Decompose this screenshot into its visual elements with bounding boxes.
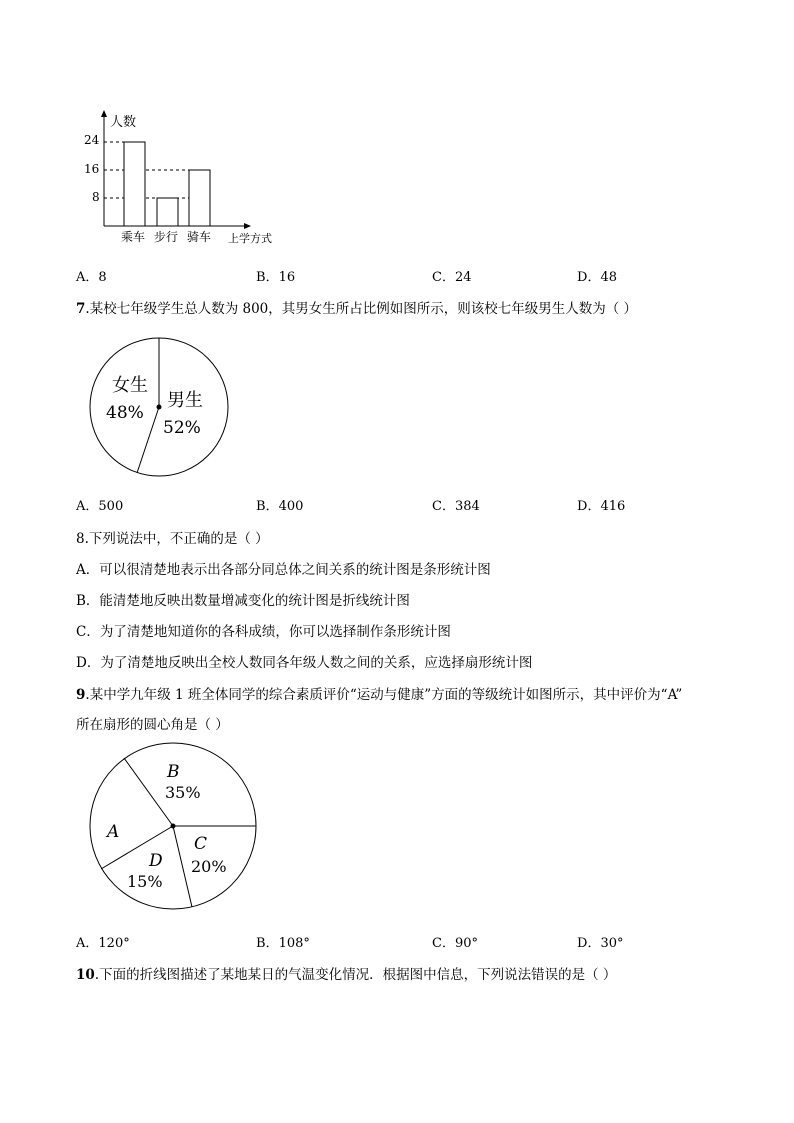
- option-text: 500: [98, 499, 124, 514]
- option-a[interactable]: A．120°: [76, 936, 130, 951]
- option-c[interactable]: C．384: [432, 499, 480, 514]
- pie-center: [171, 824, 176, 829]
- question-text: 下面的折线图描述了某地某日的气温变化情况．根据图中信息，下列说法错误的是（ ）: [99, 967, 617, 983]
- y-tick-label: 16: [84, 162, 100, 176]
- question-9-line2: [76, 716, 229, 734]
- y-axis-label: 人数: [110, 115, 137, 130]
- option-a[interactable]: A．可以很清楚地表示出各部分同总体之间关系的统计图是条形统计图: [76, 562, 491, 578]
- option-text: 90°: [454, 936, 479, 951]
- question-9: 9.某中学九年级 1 班全体同学的综合素质评价“运动与健康”方面的等级统计如图所示，其中评价为“A”: [76, 687, 683, 703]
- x-category-label: 乘车: [121, 230, 146, 244]
- option-b[interactable]: B．能清楚地反映出数量增减变化的统计图是折线统计图: [76, 593, 410, 609]
- option-label: B: [256, 270, 266, 285]
- x-axis-arrow: [244, 223, 251, 229]
- option-a[interactable]: A．8: [76, 270, 107, 285]
- option-b[interactable]: B．16: [256, 270, 296, 285]
- option-c[interactable]: C．24: [432, 270, 472, 285]
- option-d[interactable]: D．30°: [577, 936, 624, 951]
- option-text: 24: [454, 270, 472, 285]
- x-axis-label: 上学方式: [228, 232, 272, 245]
- slice-label-boys: 男生: [167, 390, 203, 411]
- bar-骑车: [189, 170, 210, 226]
- option-b[interactable]: B．400: [256, 499, 304, 514]
- option-label: A: [76, 936, 86, 951]
- question-number: 9: [76, 687, 86, 703]
- y-tick-label: 24: [84, 133, 100, 147]
- bar-chart: [70, 108, 300, 250]
- slice-pct-girls: 48%: [106, 403, 144, 423]
- option-text: 为了清楚地反映出全校人数同各年级人数之间的关系，应选择扇形统计图: [100, 655, 533, 671]
- option-text: 8: [98, 270, 107, 285]
- option-b[interactable]: B．108°: [256, 936, 310, 951]
- question-number: 7: [76, 301, 86, 317]
- x-category-label: 骑车: [187, 230, 212, 244]
- bar-乘车: [124, 142, 145, 226]
- question-number: 10: [76, 967, 95, 983]
- option-d[interactable]: D．416: [577, 499, 626, 514]
- question-8: 8.下列说法中，不正确的是（ ）: [76, 531, 269, 547]
- option-label: A: [76, 499, 86, 514]
- slice-pct-c: 20%: [191, 857, 227, 876]
- slice-pct-d: 15%: [127, 872, 163, 891]
- question-text: 某中学九年级 1 班全体同学的综合素质评价“运动与健康”方面的等级统计如图所示，其中评价为“A”: [89, 687, 683, 703]
- slice-label-a: A: [107, 822, 120, 842]
- option-label: D: [577, 936, 588, 951]
- option-label: B: [256, 499, 266, 514]
- option-text: 16: [278, 270, 296, 285]
- option-label: D: [577, 499, 588, 514]
- option-label: B: [256, 936, 266, 951]
- pie-chart-gender: [88, 336, 232, 480]
- question-number: 8: [76, 531, 85, 547]
- option-text: 120°: [98, 936, 130, 951]
- slice-label-d: D: [149, 851, 163, 871]
- option-text: 400: [278, 499, 304, 514]
- option-label: A: [76, 562, 86, 578]
- slice-pct-boys: 52%: [163, 418, 201, 438]
- bar-步行: [157, 198, 178, 226]
- question-text: 某校七年级学生总人数为 800，其男女生所占比例如图所示，则该校七年级男生人数为（ ）: [89, 301, 638, 317]
- option-label: D: [76, 655, 87, 671]
- question-10: 10.下面的折线图描述了某地某日的气温变化情况．根据图中信息，下列说法错误的是（ ）: [76, 967, 617, 983]
- option-label: C: [432, 936, 442, 951]
- option-c[interactable]: C．为了清楚地知道你的各科成绩，你可以选择制作条形统计图: [76, 624, 451, 640]
- option-label: D: [577, 270, 588, 285]
- option-text: 384: [454, 499, 480, 514]
- option-a[interactable]: A．500: [76, 499, 124, 514]
- option-label: B: [76, 593, 86, 609]
- option-text: 能清楚地反映出数量增减变化的统计图是折线统计图: [99, 593, 410, 609]
- option-d[interactable]: D．为了清楚地反映出全校人数同各年级人数之间的关系，应选择扇形统计图: [76, 655, 533, 671]
- option-text: 108°: [278, 936, 310, 951]
- option-text: 为了清楚地知道你的各科成绩，你可以选择制作条形统计图: [99, 624, 451, 640]
- option-d[interactable]: D．48: [577, 270, 617, 285]
- slice-label-b: B: [167, 762, 180, 782]
- option-label: C: [432, 499, 442, 514]
- option-c[interactable]: C．90°: [432, 936, 479, 951]
- option-text: 48: [600, 270, 617, 285]
- slice-label-girls: 女生: [112, 375, 148, 396]
- pie-chart-grades: [88, 742, 260, 914]
- option-text: 30°: [600, 936, 624, 951]
- question-text: 所在扇形的圆心角是（ ）: [76, 717, 229, 733]
- option-label: A: [76, 270, 86, 285]
- pie-center: [157, 405, 162, 410]
- slice-label-c: C: [194, 834, 208, 854]
- y-tick-label: 8: [92, 190, 100, 204]
- y-axis-arrow: [101, 110, 107, 117]
- question-7: 7.某校七年级学生总人数为 800，其男女生所占比例如图所示，则该校七年级男生人数为（ ）: [76, 301, 638, 317]
- x-category-label: 步行: [154, 230, 179, 244]
- option-text: 可以很清楚地表示出各部分同总体之间关系的统计图是条形统计图: [99, 562, 491, 578]
- option-label: C: [432, 270, 442, 285]
- option-text: 416: [600, 499, 626, 514]
- question-text: 下列说法中，不正确的是（ ）: [88, 531, 269, 547]
- option-label: C: [76, 624, 87, 640]
- slice-pct-b: 35%: [165, 783, 201, 802]
